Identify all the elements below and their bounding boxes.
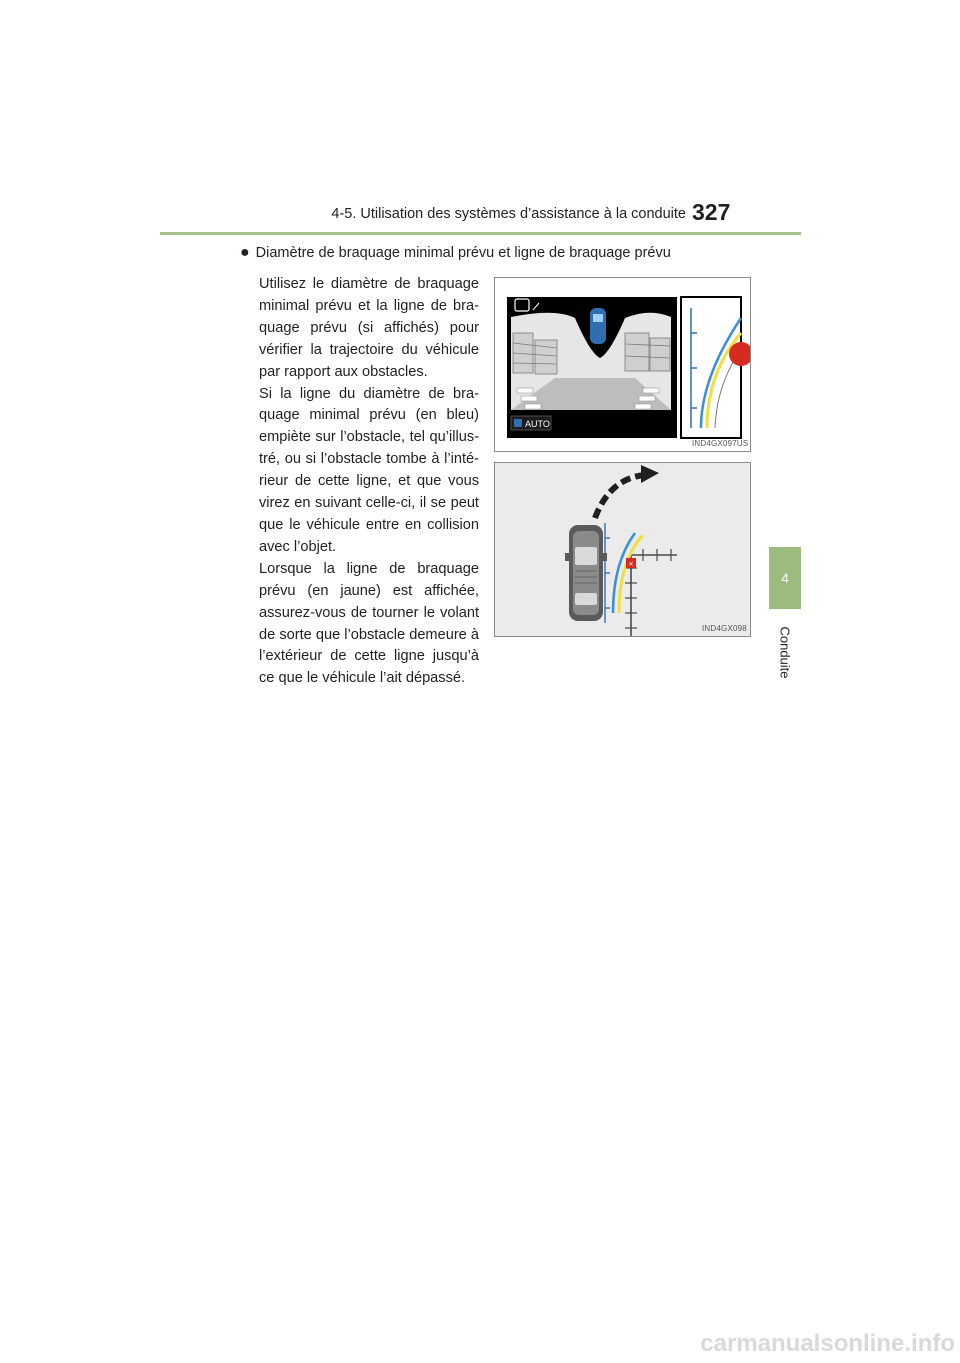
watermark-logo xyxy=(0,1325,960,1358)
footer-watermark xyxy=(0,1325,960,1358)
chapter-number: 4 xyxy=(781,570,789,586)
paragraph: Si la ligne du diamètre de bra-quage minimal prévu (en bleu) empiète sur l’obstacle, tel qu’illus-tré, ou si l’obstacle tombe à l’inté-rieur de cette ligne, et que vous virez en suivant celle-ci, il se peut que le véhicule entre en collision avec l’objet. xyxy=(259,385,479,555)
top-down-diagram-illustration xyxy=(495,463,750,636)
svg-text:carmanualsonline.info: carmanualsonline.info xyxy=(700,1330,955,1357)
figure-code: IND4GX097US xyxy=(692,439,749,448)
figure-camera-screen xyxy=(494,277,751,452)
section-title: 4-5. Utilisation des systèmes d’assistance à la conduite xyxy=(331,206,686,222)
bullet-heading xyxy=(240,244,760,262)
chapter-label-container xyxy=(769,612,801,692)
chapter-tab[interactable] xyxy=(769,547,801,609)
paragraph: Utilisez le diamètre de braquage minimal prévu et la ligne de bra-quage prévu (si affichés) pour vérifier la trajectoire du véhicule par rapport aux obstacles. xyxy=(259,276,479,380)
bullet-heading-text: Diamètre de braquage minimal prévu et ligne de braquage prévu xyxy=(255,245,671,261)
svg-text:×: × xyxy=(628,560,634,568)
figure-code: IND4GX098 xyxy=(702,624,747,633)
header-rule xyxy=(160,232,801,235)
page-number: 327 xyxy=(692,199,731,225)
camera-screen-illustration xyxy=(495,278,750,451)
bullet-icon: ● xyxy=(240,244,250,261)
paragraph: Lorsque la ligne de braquage prévu (en jaune) est affichée, assurez-vous de tourner le volant de sorte que l’obstacle demeure à l’extérieur de cette ligne jusqu’à ce que le véhicule l’ait dépassé. xyxy=(259,560,479,687)
auto-label: AUTO xyxy=(525,419,550,429)
figure-top-down-diagram xyxy=(494,462,751,637)
chapter-label: Conduite xyxy=(777,625,793,679)
body-text xyxy=(259,274,479,690)
car-icon xyxy=(565,525,607,621)
